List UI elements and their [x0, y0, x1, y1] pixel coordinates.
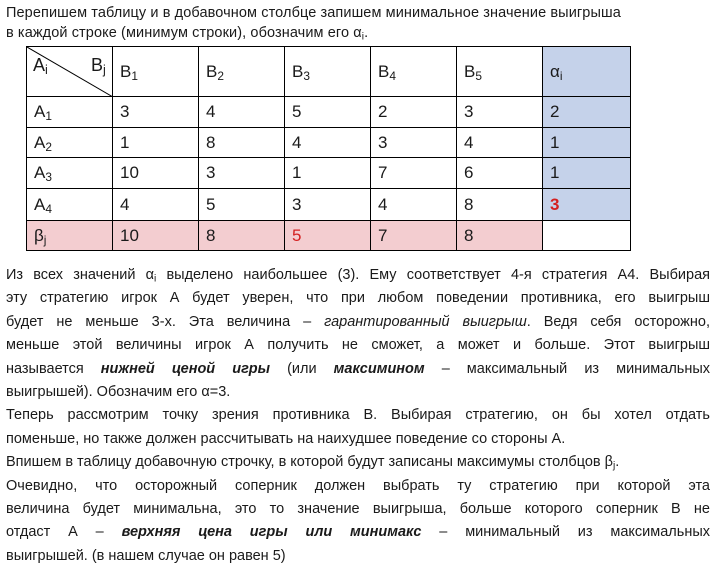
table-cell: 10 — [113, 158, 199, 189]
text-line: называется нижней ценой игры (или максимином – максимальный из минимальных — [6, 360, 710, 377]
text-line: выигрышей). Обозначим его α=3. — [6, 383, 231, 400]
intro-line-1: Перепишем таблицу и в добавочном столбце запишем минимальное значение выигрыша — [6, 5, 621, 21]
guaranteed-win-term: гарантированный выигрыш — [324, 313, 527, 330]
table-row — [27, 158, 631, 189]
beta-cell: 7 — [371, 221, 457, 251]
table-corner-cell — [27, 47, 113, 97]
alpha-cell: 2 — [543, 97, 631, 128]
table-row — [27, 97, 631, 128]
table-cell: 8 — [199, 128, 285, 158]
table-cell: 6 — [457, 158, 543, 189]
explanation-text — [6, 264, 710, 568]
beta-cell: 8 — [457, 221, 543, 251]
table-cell: 4 — [371, 189, 457, 221]
lower-price-term: нижней ценой игры — [100, 360, 271, 377]
table-cell: 3 — [199, 158, 285, 189]
corner-b-label: $B_j$ — [91, 55, 106, 78]
column-header: $B_4$ — [371, 47, 457, 97]
row-header: $A_4$ — [27, 189, 113, 221]
table-cell: 1 — [285, 158, 371, 189]
text-line: Теперь рассмотрим точку зрения противника В. Выбирая стратегию, он бы хотел отдать — [6, 407, 710, 424]
text-line: поменьше, но также должен рассчитывать на наихудшее поведение со стороны А. — [6, 430, 566, 447]
alpha-column-header: $\alpha_i$ — [543, 47, 631, 97]
table-row — [27, 189, 631, 221]
empty-cell — [543, 221, 631, 251]
maximin-term: максимином — [333, 360, 425, 377]
beta-cell: 10 — [113, 221, 199, 251]
table-cell: 3 — [457, 97, 543, 128]
text-line: меньше этой величины игрок А получить не сможет, а может и больше. Этот выигрыш — [6, 337, 710, 354]
intro-line-2: в каждой строке (минимум строки), обозначим его $\alpha_i$. — [6, 25, 369, 43]
table-cell: 2 — [371, 97, 457, 128]
table-cell: 8 — [457, 189, 543, 221]
table-cell: 4 — [457, 128, 543, 158]
column-header: $B_2$ — [199, 47, 285, 97]
text-line: отдаст А – верхняя цена игры или минимакс – минимальный из максимальных — [6, 524, 710, 541]
table-row — [27, 128, 631, 158]
table-cell: 4 — [113, 189, 199, 221]
column-header: $B_5$ — [457, 47, 543, 97]
table-cell: 3 — [371, 128, 457, 158]
table-cell: 1 — [113, 128, 199, 158]
row-header: $A_2$ — [27, 128, 113, 158]
text-line: эту стратегию игрок А будет уверен, что при любом поведении противника, его выигрыш — [6, 290, 710, 307]
alpha-cell: 1 — [543, 158, 631, 189]
text-line: Очевидно, что осторожный соперник должен выбрать ту стратегию при которой эта — [6, 477, 710, 494]
text-line: Из всех значений $\alpha_i$ выделено наибольшее (3). Ему соответствует 4-я стратегия А4. Выбирая — [6, 267, 710, 285]
upper-price-term: верхняя цена игры или минимакс — [121, 524, 422, 541]
intro-paragraph — [6, 3, 714, 43]
beta-min-cell: 5 — [285, 221, 371, 251]
payoff-table — [26, 46, 631, 251]
text-line: будет не меньше 3-х. Эта величина – гарантированный выигрыш. Ведя себя осторожно, — [6, 313, 710, 330]
column-header: $B_3$ — [285, 47, 371, 97]
table-header-row — [27, 47, 631, 97]
beta-row-header: $\beta_j$ — [27, 221, 113, 251]
table-cell: 4 — [199, 97, 285, 128]
table-cell: 5 — [285, 97, 371, 128]
alpha-max-cell: 3 — [543, 189, 631, 221]
text-line: величина будет минимальна, это то значение выигрыша, больше которого соперник В не — [6, 500, 710, 517]
table-cell: 4 — [285, 128, 371, 158]
table-cell: 3 — [113, 97, 199, 128]
text-line: выигрышей. (в нашем случае он равен 5) — [6, 547, 286, 564]
beta-cell: 8 — [199, 221, 285, 251]
column-header: $B_1$ — [113, 47, 199, 97]
corner-a-label: $A_i$ — [33, 55, 48, 78]
row-header: $A_3$ — [27, 158, 113, 189]
beta-row — [27, 221, 631, 251]
table-cell: 3 — [285, 189, 371, 221]
alpha-cell: 1 — [543, 128, 631, 158]
table-cell: 7 — [371, 158, 457, 189]
text-line: Впишем в таблицу добавочную строчку, в которой будут записаны максимумы столбцов $\beta_j$. — [6, 454, 620, 472]
row-header: $A_1$ — [27, 97, 113, 128]
table-cell: 5 — [199, 189, 285, 221]
